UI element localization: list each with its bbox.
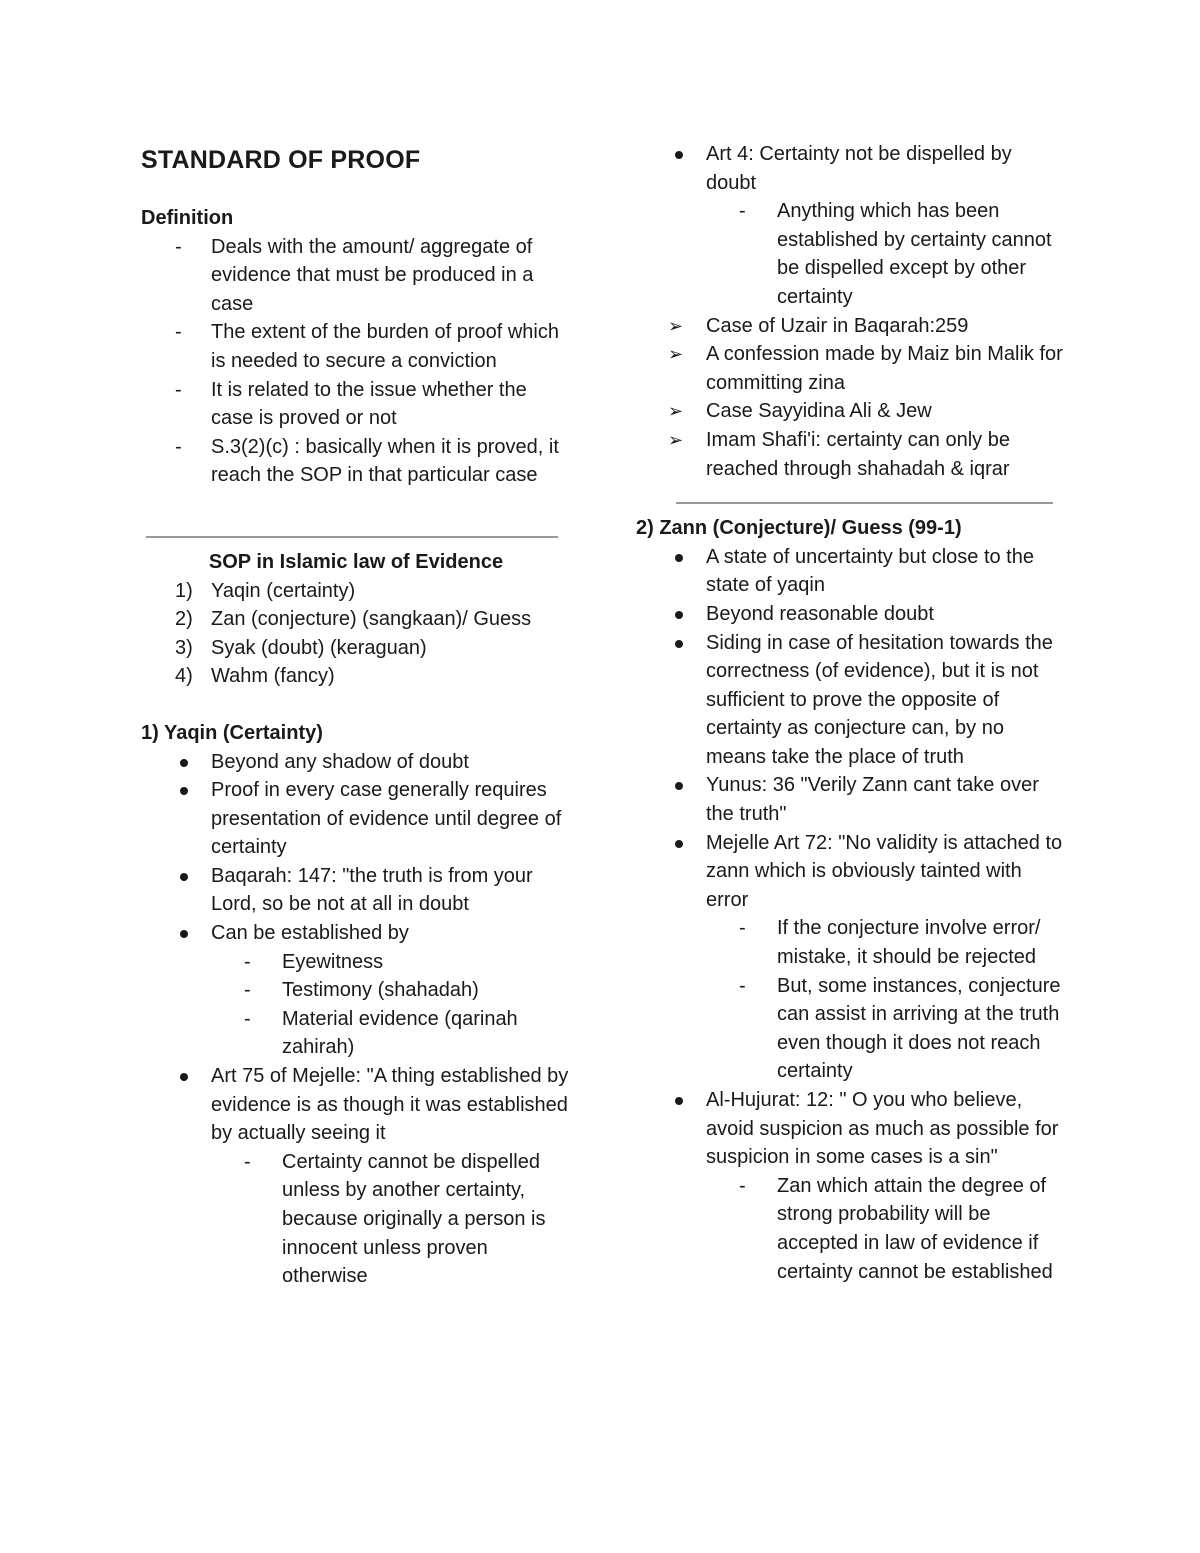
sop-islamic-heading: SOP in Islamic law of Evidence: [208, 550, 504, 573]
zann-list-continued: [636, 1086, 1066, 1172]
zann-mejelle-sub-list: [636, 914, 1066, 1086]
yaqin-list-continued: [141, 1062, 571, 1148]
zann-point: Beyond reasonable doubt: [636, 600, 1066, 629]
sop-islamic-list: [141, 577, 571, 691]
yaqin-heading: 1) Yaqin (Certainty): [141, 721, 323, 744]
yaqin-case-item: ➢ Case of Uzair in Baqarah:259: [636, 312, 1066, 341]
yaqin-sub-point: - Material evidence (qarinah zahirah): [141, 1005, 571, 1062]
sop-level-item: 3) Syak (doubt) (keraguan): [175, 636, 427, 659]
yaqin-art4-sub-list: [636, 197, 1066, 311]
definition-item: - The extent of the burden of proof which is needed to secure a conviction: [141, 318, 571, 375]
definition-list: [141, 233, 571, 490]
definition-heading: Definition: [141, 207, 234, 229]
yaqin-point: Proof in every case generally requires presentation of evidence until degree of certainty: [141, 776, 571, 862]
section-divider: [676, 502, 1053, 504]
zann-sub-point: - But, some instances, conjecture can assist in arriving at the truth even though it does not reach certainty: [636, 972, 1066, 1086]
yaqin-mejelle-sub-list: [141, 1148, 571, 1291]
yaqin-point: Beyond any shadow of doubt: [141, 748, 571, 777]
yaqin-list-right: [636, 140, 1066, 197]
zann-point: Mejelle Art 72: "No validity is attached to zann which is obviously tainted with error: [636, 829, 1066, 915]
right-column: [636, 140, 1066, 1286]
yaqin-sub-point: - Testimony (shahadah): [141, 976, 571, 1005]
zann-point: A state of uncertainty but close to the state of yaqin: [636, 543, 1066, 600]
sop-level-item: 1) Yaqin (certainty): [175, 579, 356, 602]
zann-hujurat-sub-list: [636, 1172, 1066, 1286]
section-divider: [146, 536, 558, 538]
zann-sub-point: - Zan which attain the degree of strong probability will be accepted in law of evidence if certainty cannot be established: [636, 1172, 1066, 1286]
yaqin-case-item: ➢ A confession made by Maiz bin Malik for committing zina: [636, 340, 1066, 397]
zann-point: Yunus: 36 "Verily Zann cant take over the truth": [636, 771, 1066, 828]
zann-point: Al-Hujurat: 12: " O you who believe, avoid suspicion as much as possible for suspicion in some cases is a sin": [636, 1086, 1066, 1172]
definition-item: - S.3(2)(c) : basically when it is proved, it reach the SOP in that particular case: [141, 433, 571, 490]
definition-item: - It is related to the issue whether the case is proved or not: [141, 376, 571, 433]
yaqin-point: Art 4: Certainty not be dispelled by doubt: [636, 140, 1066, 197]
yaqin-sub-point: - Certainty cannot be dispelled unless by another certainty, because originally a person is innocent unless proven otherwise: [141, 1148, 571, 1291]
yaqin-point: Can be established by: [141, 919, 571, 948]
yaqin-sub-point: - Anything which has been established by certainty cannot be dispelled except by other certainty: [636, 197, 1066, 311]
yaqin-established-by-list: [141, 948, 571, 1062]
yaqin-sub-point: - Eyewitness: [141, 948, 571, 977]
sop-level-item: 2) Zan (conjecture) (sangkaan)/ Guess: [175, 608, 532, 631]
document-title: STANDARD OF PROOF: [141, 146, 421, 174]
yaqin-case-item: ➢ Imam Shafi'i: certainty can only be reached through shahadah & iqrar: [636, 426, 1066, 483]
yaqin-list: [141, 748, 571, 948]
zann-sub-point: - If the conjecture involve error/ mistake, it should be rejected: [636, 914, 1066, 971]
yaqin-case-item: ➢ Case Sayyidina Ali & Jew: [636, 397, 1066, 426]
yaqin-point: Baqarah: 147: "the truth is from your Lord, so be not at all in doubt: [141, 862, 571, 919]
zann-heading: 2) Zann (Conjecture)/ Guess (99-1): [636, 517, 962, 540]
zann-list: [636, 543, 1066, 915]
yaqin-cases-list: [636, 312, 1066, 484]
zann-point: Siding in case of hesitation towards the correctness (of evidence), but it is not sufficient to prove the opposite of certainty as conjecture can, by no means take the place of truth: [636, 629, 1066, 772]
sop-level-item: 4) Wahm (fancy): [175, 665, 335, 688]
yaqin-point: Art 75 of Mejelle: "A thing established by evidence is as though it was established by actually seeing it: [141, 1062, 571, 1148]
left-column: [141, 140, 571, 1291]
definition-item: - Deals with the amount/ aggregate of evidence that must be produced in a case: [141, 233, 571, 319]
